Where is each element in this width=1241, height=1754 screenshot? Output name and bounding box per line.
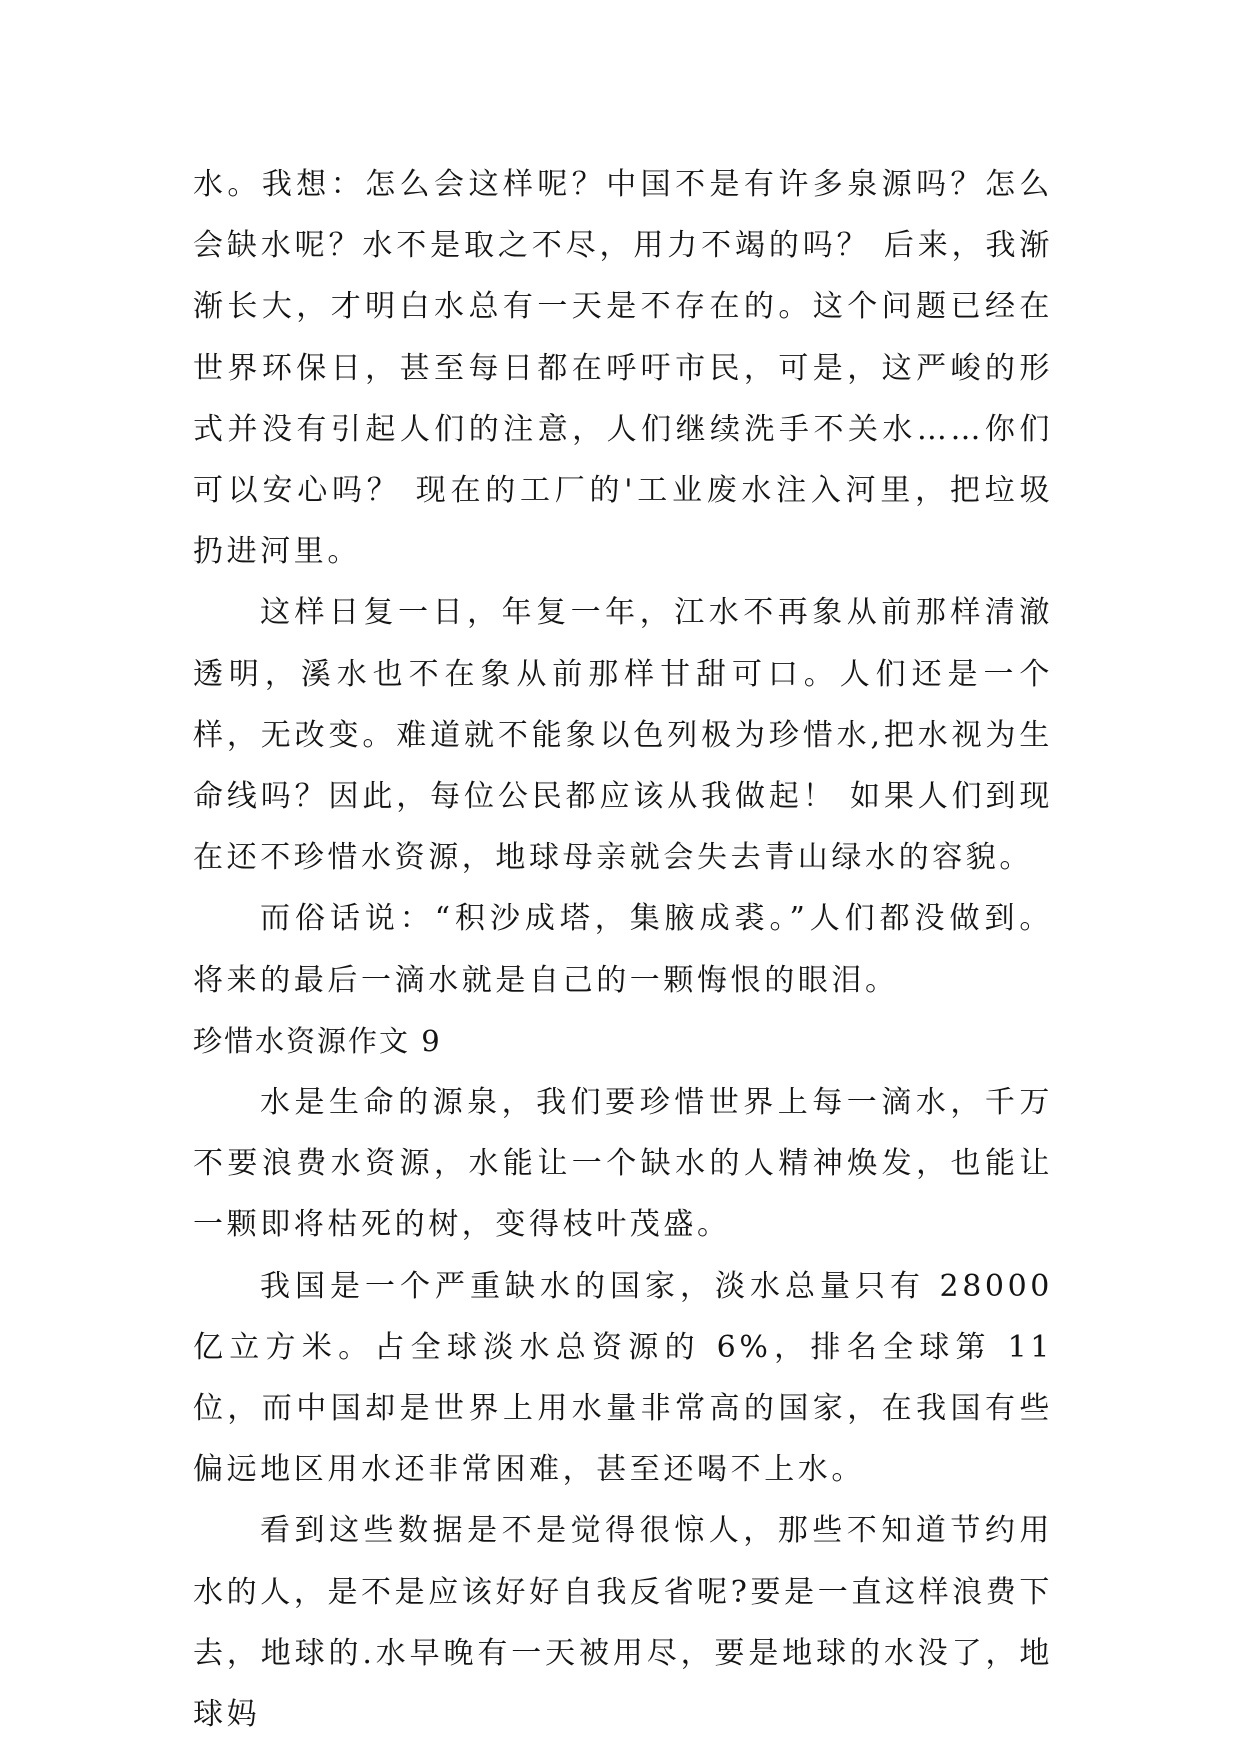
paragraph: 这样日复一日，年复一年，江水不再象从前那样清澈透明，溪水也不在象从前那样甘甜可口。人们还是一个样，无改变。难道就不能象以色列极为珍惜水,把水视为生命线吗？因此，每位公民都应该从我做起！ 如果人们到现在还不珍惜水资源，地球母亲就会失去青山绿水的容貌。 xyxy=(193,595,1053,876)
paragraph: 我国是一个严重缺水的国家，淡水总量只有 28000 亿立方米。占全球淡水总资源的 6%，排名全球第 11 位，而中国却是世界上用水量非常高的国家，在我国有些偏远地区用水还非常困难，甚至还喝不上水。 xyxy=(193,1268,1053,1488)
section-heading: 珍惜水资源作文 9 xyxy=(193,1023,442,1058)
paragraph: 水是生命的源泉，我们要珍惜世界上每一滴水，千万不要浪费水资源，水能让一个缺水的人精神焕发，也能让一颗即将枯死的树，变得枝叶茂盛。 xyxy=(193,1085,1053,1243)
paragraph: 看到这些数据是不是觉得很惊人，那些不知道节约用水的人，是不是应该好好自我反省呢?要是一直这样浪费下去，地球的.水早晚有一天被用尽，要是地球的水没了，地球妈 xyxy=(193,1513,1053,1733)
document-page xyxy=(193,154,1053,1745)
paragraph: 而俗话说：“积沙成塔，集腋成裘。”人们都没做到。将来的最后一滴水就是自己的一颗悔恨的眼泪。 xyxy=(193,901,1053,998)
paragraph: 水。我想：怎么会这样呢？中国不是有许多泉源吗？怎么会缺水呢？水不是取之不尽，用力不竭的吗？ 后来，我渐渐长大，才明白水总有一天是不存在的。这个问题已经在世界环保日，甚至每日都在呼吁市民，可是，这严峻的形式并没有引起人们的注意，人们继续洗手不关水……你们可以安心吗？ 现在的工厂的'工业废水注入河里，把垃圾扔进河里。 xyxy=(193,167,1053,570)
